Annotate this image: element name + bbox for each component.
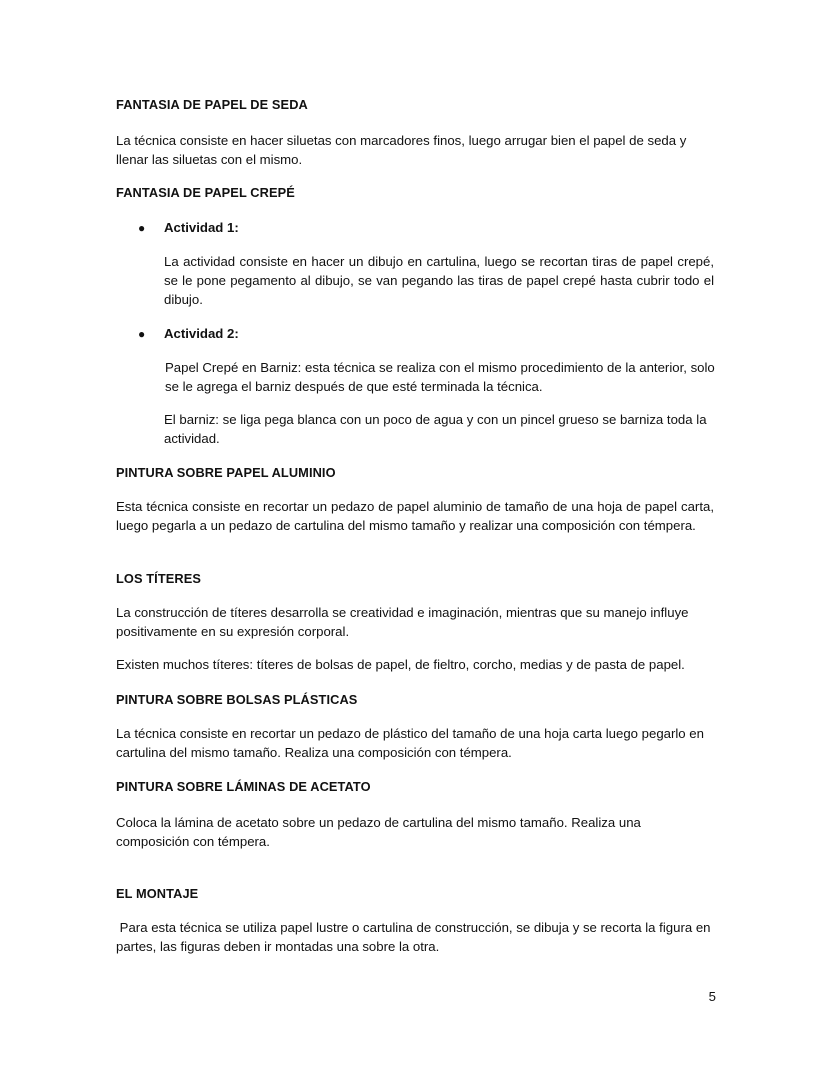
paragraph-montaje: Para esta técnica se utiliza papel lustre o cartulina de construcción, se dibuja y se recorta la figura en partes, las figuras deben ir montadas una sobre la otra. [116,920,715,954]
section-heading-aluminio: PINTURA SOBRE PAPEL ALUMINIO [116,465,336,480]
bullet-item-actividad-1 [138,218,239,238]
section-heading-titeres: LOS TÍTERES [116,571,201,586]
page-number: 5 [708,989,716,1004]
paragraph-actividad-1: La actividad consiste en hacer un dibujo en cartulina, luego se recortan tiras de papel crepé, se le pone pegamento al dibujo, se van pegando las tiras de papel crepé hasta cubrir todo el dibujo. [164,254,714,307]
paragraph-bolsas: La técnica consiste en recortar un pedazo de plástico del tamaño de una hoja carta luego pegarlo en cartulina del mismo tamaño. Realiza una composición con témpera. [116,726,704,760]
section-heading-seda: FANTASIA DE PAPEL DE SEDA [116,97,308,112]
bullet-label: Actividad 1: [164,220,239,235]
bullet-icon: ● [138,327,146,341]
section-heading-bolsas: PINTURA SOBRE BOLSAS PLÁSTICAS [116,692,358,707]
section-heading-montaje: EL MONTAJE [116,886,199,901]
paragraph-actividad-2-barniz-detail: El barniz: se liga pega blanca con un poco de agua y con un pincel grueso se barniza toda la actividad. [164,412,707,446]
section-heading-acetato: PINTURA SOBRE LÁMINAS DE ACETATO [116,779,371,794]
paragraph-acetato: Coloca la lámina de acetato sobre un pedazo de cartulina del mismo tamaño. Realiza una composición con témpera. [116,815,641,849]
section-heading-crepe: FANTASIA DE PAPEL CREPÉ [116,185,295,200]
bullet-icon: ● [138,221,146,235]
paragraph-actividad-2-barniz: Papel Crepé en Barniz: esta técnica se realiza con el mismo procedimiento de la anterior, solo se le agrega el barniz después de que esté terminada la técnica. [165,360,715,394]
bullet-item-actividad-2 [138,324,239,344]
bullet-label: Actividad 2: [164,326,239,341]
paragraph-aluminio: Esta técnica consiste en recortar un pedazo de papel aluminio de tamaño de una hoja de papel carta, luego pegarla a un pedazo de cartulina del mismo tamaño y realizar una composición con témpera. [116,499,714,533]
paragraph-titeres-2: Existen muchos títeres: títeres de bolsas de papel, de fieltro, corcho, medias y de pasta de papel. [116,657,685,672]
paragraph-titeres-1: La construcción de títeres desarrolla se creatividad e imaginación, mientras que su manejo influye positivamente en su expresión corporal. [116,605,689,639]
paragraph-seda: La técnica consiste en hacer siluetas con marcadores finos, luego arrugar bien el papel de seda y llenar las siluetas con el mismo. [116,133,687,167]
